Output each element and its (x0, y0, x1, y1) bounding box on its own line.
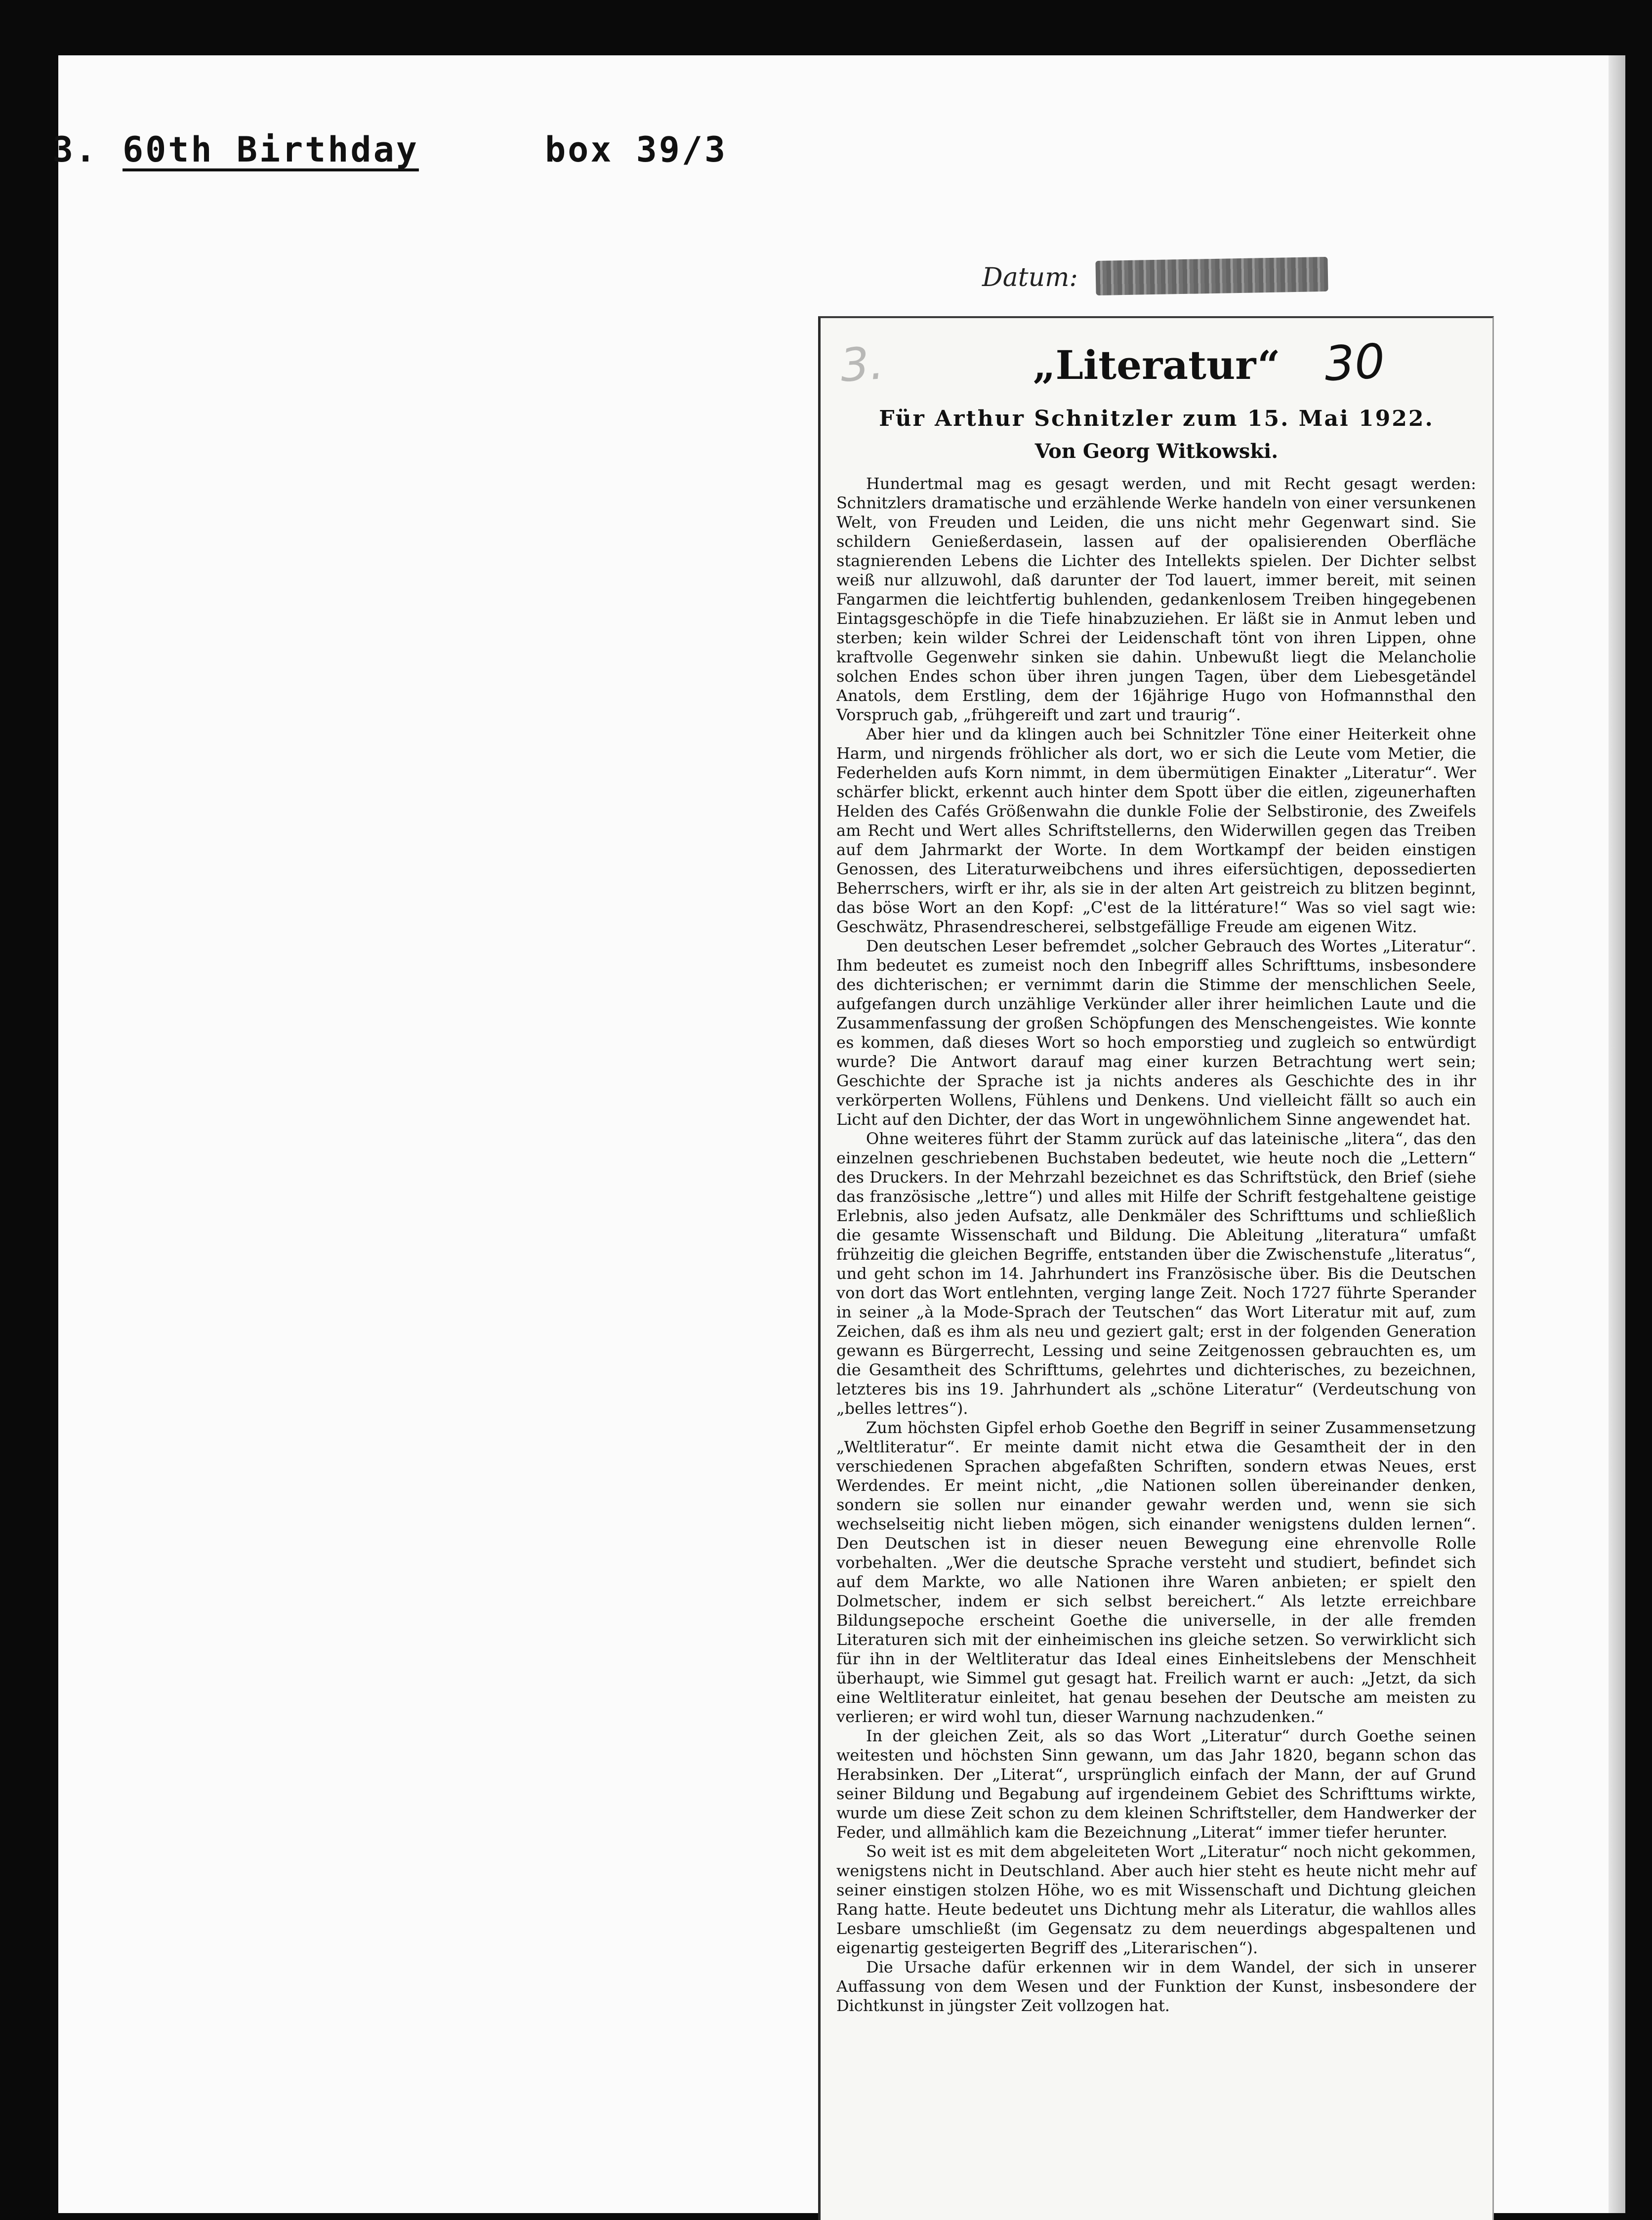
article-title: „Literatur“ (1032, 342, 1280, 388)
article-paragraph: Den deutschen Leser befremdet „solcher Gebrauch des Wortes „Literatur“. Ihm bedeutet es zumeist noch den Inbegriff alles Schrifttums, insbesondere des dichterischen; er vernimmt darin die Stimme der menschlichen Seele, aufgefangen durch unzählige Verkünder aller ihrer heimlichen Laute und die Zusammenfassung der großen Schöpfungen des Menschengeistes. Wie konnte es kommen, daß dieses Wort so hoch emporstieg und zugleich so entwürdigt wurde? Die Antwort darauf mag einer kurzen Betrachtung wert sein; Geschichte der Sprache ist ja nichts anderes als Geschichte des in ihr verkörperten Wollens, Fühlens und Denkens. Und vielleicht fällt so auch ein Licht auf den Dichter, der das Wort in ungewöhnlichem Sinne angewendet hat. (836, 937, 1476, 1129)
article-paragraph: Hundertmal mag es gesagt werden, und mit Recht gesagt werden: Schnitzlers dramatische und erzählende Werke handeln von einer versunkenen Welt, von Freuden und Leiden, die uns nicht mehr Gegenwart sind. Sie schildern Genießerdasein, lassen auf der opalisierenden Oberfläche stagnierenden Lebens die Lichter des Intellekts spielen. Der Dichter selbst weiß nur allzuwohl, daß darunter der Tod lauert, immer bereit, mit seinen Fangarmen die leichtfertig buhlenden, gedankenlosem Treiben hingegebenen Eintagsgeschöpfe in die Tiefe hinabzuziehen. Er läßt sie in Anmut leben und sterben; kein wilder Schrei der Leidenschaft tönt von ihren Lippen, ohne kraftvolle Gegenwehr sinken sie dahin. Unbewußt liegt die Melancholie solchen Endes schon über ihren jungen Tagen, über dem Liebesgetändel Anatols, dem Erstling, dem der 16jährige Hugo von Hofmannsthal den Vorspruch gab, „frühgereift und zart und traurig“. (836, 474, 1476, 724)
article-subtitle: Für Arthur Schnitzler zum 15. Mai 1922. (879, 406, 1434, 431)
article-body (836, 474, 1476, 2015)
date-stamp (1095, 257, 1328, 295)
article-paragraph: In der gleichen Zeit, als so das Wort „Literatur“ durch Goethe seinen weitesten und höchsten Sinn gewann, um das Jahr 1820, begann schon das Herabsinken. Der „Literat“, ursprünglich einfach der Mann, der auf Grund seiner Bildung und Begabung auf irgendeinem Gebiet des Schrifttums wirkte, wurde um diese Zeit schon zu dem kleinen Schriftsteller, dem Handwerker der Feder, und allmählich kam die Bezeichnung „Literat“ immer tiefer herunter. (836, 1727, 1476, 1842)
handwritten-note-right: 30 (1323, 333, 1387, 392)
article-paragraph: Zum höchsten Gipfel erhob Goethe den Begriff in seiner Zusammensetzung „Weltliteratur“. Er meinte damit nicht etwa die Gesamtheit der in den verschiedenen Sprachen abgefaßten Schriften, sondern etwas Neues, erst Werdendes. Er meint nicht, „die Nationen sollen übereinander denken, sondern sie sollen nur einander gewahr werden und, wenn sie sich wechselseitig nicht lieben mögen, sich einander wenigstens dulden lernen“. Den Deutschen ist in dieser neuen Bewegung eine ehrenvolle Rolle vorbehalten. „Wer die deutsche Sprache versteht und studiert, befindet sich auf dem Markte, wo alle Nationen ihre Waren anbieten; er spielt den Dolmetscher, indem er sich selbst bereichert.“ Als letzte erreichbare Bildungsepoche erscheint Goethe die universelle, in der alle fremden Literaturen sich mit der einheimischen ins gleiche setzen. So verwirklicht sich für ihn in der Weltliteratur das Ideal eines Einheitslebens der Menschheit überhaupt, wie Simmel gut gesagt hat. Freilich warnt er auch: „Jetzt, da sich eine Weltliteratur einleitet, hat genau besehen der Deutsche am meisten zu verlieren; er wird wohl tun, dieser Warnung nachzudenken.“ (836, 1418, 1476, 1726)
article-paragraph: Aber hier und da klingen auch bei Schnitzler Töne einer Heiterkeit ohne Harm, und nirgends fröhlicher als dort, wo er sich die Leute vom Metier, die Federhelden aufs Korn nimmt, in dem übermütigen Einakter „Literatur“. Wer schärfer blickt, erkennt auch hinter dem Spott über die eitlen, zigeunerhaften Helden des Cafés Größenwahn die dunkle Folie der Selbstironie, des Zweifels am Recht und Wert alles Schriftstellerns, den Widerwillen gegen das Treiben auf dem Jahrmarkt der Worte. In dem Wortkampf der beiden einstigen Genossen, des Literaturweibchens und ihres eifersüchtigen, depossedierten Beherrschers, wirft er ihr, als sie in der alten Art geistreich zu blitzen beginnt, das böse Wort an den Kopf: „C'est de la littérature!“ Was so viel sagt wie: Geschwätz, Phrasendrescherei, selbstgefällige Freude am eigenen Witz. (836, 725, 1476, 936)
sheet-edge (1609, 55, 1625, 2213)
newspaper-clipping (818, 316, 1494, 2220)
archive-sheet (52, 55, 1625, 2213)
folder-title: 60th Birthday (123, 129, 419, 170)
folder-index: 3. (52, 129, 98, 170)
article-paragraph: Ohne weiteres führt der Stamm zurück auf das lateinische „litera“, das den einzelnen geschriebenen Buchstaben bedeutet, wie heute noch die „Lettern“ des Druckers. In der Mehrzahl bezeichnet es das Schriftstück, den Brief (siehe das französische „lettre“) und alles mit Hilfe der Schrift festgehaltene geistige Erlebnis, also jeden Aufsatz, alle Denkmäler des Schrifttums und schließlich die gesamte Wissenschaft und Bildung. Die Ableitung „literatura“ umfaßt frühzeitig die gleichen Begriffe, entstanden über die Zwischenstufe „literatus“, und geht schon im 14. Jahrhundert ins Französische über. Bis die Deutschen von dort das Wort entlehnten, verging lange Zeit. Noch 1727 führte Sperander in seiner „à la Mode-Sprach der Teutschen“ das Wort Literatur mit auf, zum Zeichen, daß es ihm als neu und geziert galt; erst in der folgenden Generation gewann es Bürgerrecht, Lessing und seine Zeitgenossen gebrauchten es, um die Gesamtheit des Schrifttums, gelehrtes und dichterisches, zu bezeichnen, letzteres bis ins 19. Jahrhundert als „schöne Literatur“ (Verdeutschung von „belles lettres“). (836, 1129, 1476, 1418)
article-byline: Von Georg Witkowski. (1034, 440, 1279, 463)
box-number: box 39/3 (545, 129, 728, 170)
article-paragraph: So weit ist es mit dem abgeleiteten Wort „Literatur“ noch nicht gekommen, wenigstens nicht in Deutschland. Aber auch hier steht es heute nicht mehr auf seiner einstigen stolzen Höhe, wo es mit Wissenschaft und Dichtung gleichen Rang hatte. Heute bedeutet uns Dichtung mehr als Literatur, die wahllos alles Lesbare umschließt (im Gegensatz zu dem neuerdings abgespaltenen und eigenartig gesteigerten Begriff des „Literarischen“). (836, 1842, 1476, 1957)
handwritten-note-left: 3. (838, 336, 886, 392)
datum-label: Datum: (982, 263, 1078, 292)
article-paragraph: Die Ursache dafür erkennen wir in dem Wandel, der sich in unserer Auffassung von dem Wesen und der Funktion der Kunst, insbesondere der Dichtkunst in jüngster Zeit vollzogen hat. (836, 1958, 1476, 2015)
